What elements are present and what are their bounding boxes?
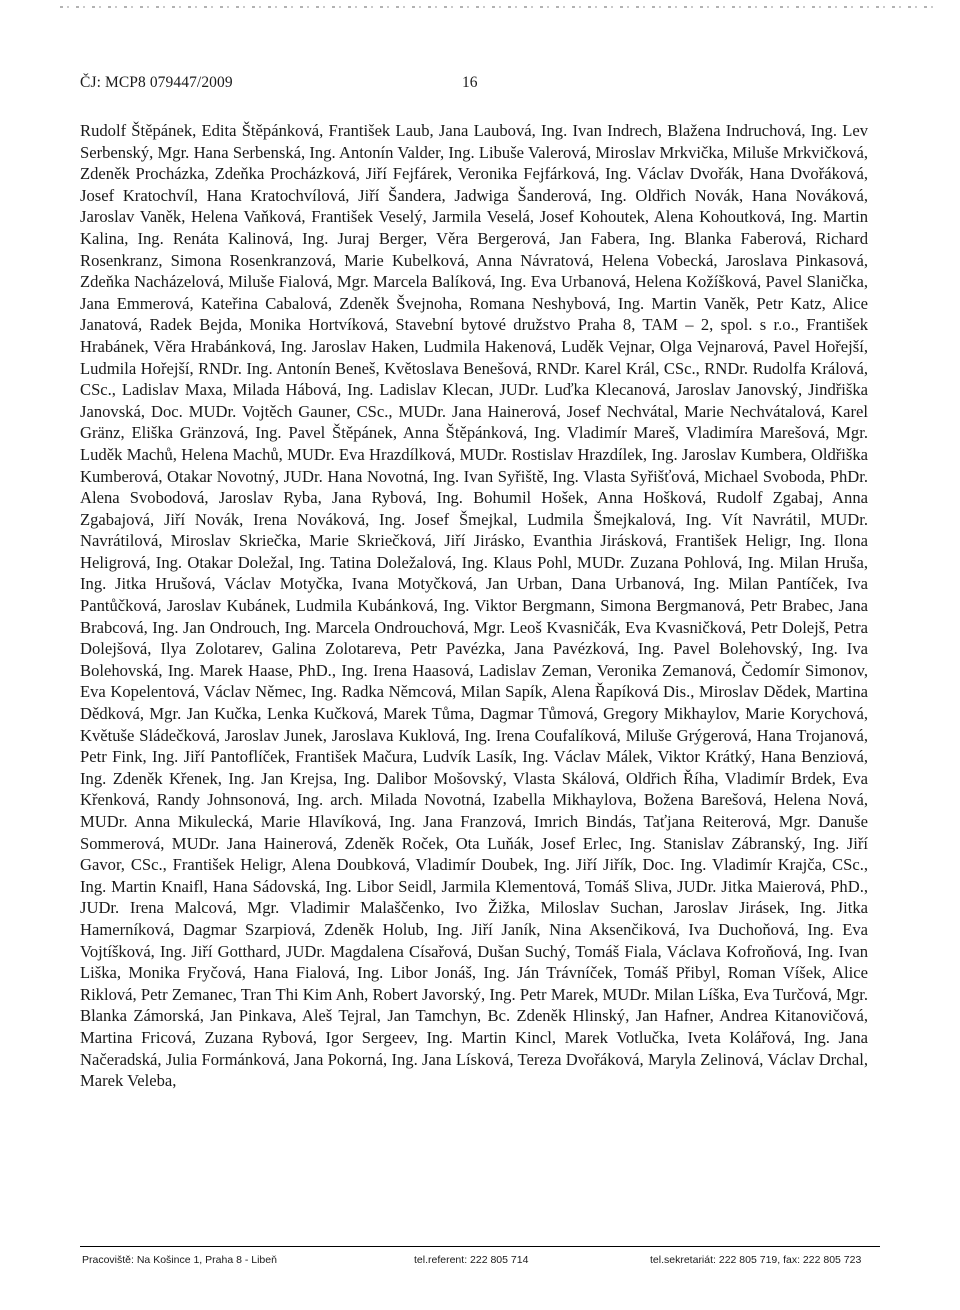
page-number: 16 bbox=[462, 74, 478, 91]
footer-workplace-address: Pracoviště: Na Košince 1, Praha 8 - Libeň bbox=[82, 1254, 277, 1266]
scan-artifact-line bbox=[60, 6, 940, 8]
footer-referent-phone: tel.referent: 222 805 714 bbox=[414, 1254, 529, 1266]
footer-secretariat-phone: tel.sekretariát: 222 805 719, fax: 222 805 723 bbox=[650, 1254, 862, 1266]
footer-divider bbox=[80, 1246, 880, 1247]
body-paragraph: Rudolf Štěpánek, Edita Štěpánková, František Laub, Jana Laubová, Ing. Ivan Indrech, Blažena Indruchová, Ing. Lev Serbenský, Mgr. Hana Serbenská, Ing. Antonín Valder, Ing. Libuše Valerová, Miroslav Mrkvička, Miluše Mrkvičková, Zdeněk Procházka, Zdeňka Procházková, Jiří Fejfárek, Veronika Fejfárková, Ing. Václav Dvořák, Hana Dvořáková, Josef Kratochvíl, Hana Kratochvílová, Jiří Šandera, Jadwiga Šanderová, Ing. Oldřich Novák, Hana Nováková, Jaroslav Vaněk, Helena Vaňková, František Veselý, Jarmila Veselá, Josef Kohoutek, Alena Kohoutková, Ing. Martin Kalina, Ing. Renáta Kalinová, Ing. Juraj Berger, Věra Bergerová, Jan Fabera, Ing. Blanka Faberová, Richard Rosenkranz, Simona Rosenkranzová, Marie Kubelková, Anna Návratová, Helena Vobecká, Jaroslava Pinkasová, Zdeňka Nacházelová, Miluše Fialová, Mgr. Marcela Balíková, Ing. Eva Urbanová, Helena Kožíšková, Pavel Slanička, Jana Emmerová, Kateřina Cabalová, Zdeněk Švejnoha, Romana Neshybová, Ing. Martin Vaněk, Petr Katz, Alice Janatová, Radek Bejda, Monika Hortvíková, Stavební bytové družstvo Praha 8, TAM – 2, spol. s r.o., František Hrabánek, Věra Hrabánková, Ing. Jaroslav Haken, Ludmila Hakenová, Luděk Vejnar, Olga Vejnarová, Pavel Hořejší, Ludmila Hořejší, RNDr. Ing. Antonín Beneš, Květoslava Benešová, RNDr. Karel Král, CSc., RNDr. Rudolfa Králová, CSc., Ladislav Maxa, Milada Hábová, Ing. Ladislav Klecan, JUDr. Luďka Klecanová, Jaroslav Janovský, Jindřiška Janovská, Doc. MUDr. Vojtěch Gauner, CSc., MUDr. Jana Hainerová, Josef Nechvátal, Marie Nechvátalová, Karel Gränz, Eliška Gränzová, Ing. Pavel Štěpánek, Anna Štěpánková, Ing. Vladimír Mareš, Vladimíra Marešová, Mgr. Luděk Machů, Helena Machů, MUDr. Eva Hrazdílková, MUDr. Rostislav Hrazdílek, Ing. Jaroslav Kumbera, Oldřiška Kumberová, Otakar Novotný, JUDr. Hana Novotná, Ing. Ivan Syřiště, Ing. Vlasta Syřišťová, Michael Svoboda, PhDr. Alena Svobodová, Jaroslav Ryba, Jana Rybová, Ing. Bohumil Hošek, Anna Hošková, Rudolf Zgabaj, Anna Zgabajová, Jiří Novák, Irena Nováková, Ing. Josef Šmejkal, Ludmila Šmejkalová, Ing. Vít Navrátil, MUDr. Navrátilová, Miroslav Skriečka, Marie Skriečková, Jiří Jirásko, Evanthia Jirásková, František Heligr, Ing. Ilona Heligrová, Ing. Otakar Doležal, Ing. Tatina Doležalová, Ing. Klaus Pohl, MUDr. Zuzana Pohlová, Ing. Milan Hruša, Ing. Jitka Hrušová, Václav Motyčka, Ivana Motyčková, Jan Urban, Dana Urbanová, Ing. Milan Pantíček, Iva Pantůčková, Jaroslav Kubánek, Ludmila Kubánková, Ing. Viktor Bergmann, Simona Bergmanová, Petr Brabec, Jana Brabcová, Ing. Jan Ondrouch, Ing. Marcela Ondrouchová, Mgr. Leoš Kvasničák, Eva Kvasničková, Petr Dolejš, Petra Dolejšová, Ilya Zolotarev, Galina Zolotareva, Petr Pavézka, Jana Pavézková, Ing. Pavel Bolehovský, Ing. Iva Bolehovská, Ing. Marek Haase, PhD., Ing. Irena Haasová, Ladislav Zeman, Veronika Zemanová, Čedomír Simonov, Eva Kopelentová, Václav Němec, Ing. Radka Němcová, Milan Sapík, Alena Řapíková Dis., Miroslav Dědek, Martina Dědková, Mgr. Jan Kučka, Lenka Kučková, Marek Tůma, Dagmar Tůmová, Gregory Mikhaylov, Marie Korychová, Květuše Sládečková, Jaroslav Junek, Jaroslava Kuklová, Ing. Irena Coufalíková, Miluše Grýgerová, Hana Trojanová, Petr Fink, Ing. Jiří Pantoflíček, František Mačura, Ludvík Lasík, Ing. Václav Málek, Viktor Krátký, Hana Benziová, Ing. Zdeněk Křenek, Ing. Jan Krejsa, Ing. Dalibor Mošovský, Vlasta Skálová, Oldřich Říha, Vladimír Brdek, Eva Křenková, Randy Johnsonová, Ing. arch. Milada Novotná, Izabella Mikhaylova, Božena Barešová, Helena Nová, MUDr. Anna Mikulecká, Marie Hlavíková, Ing. Jana Franzová, Imrich Bindás, Taťjana Reiterová, Mgr. Danuše Sommerová, MUDr. Jana Hainerová, Zdeněk Roček, Ota Luňák, Josef Erlec, Ing. Stanislav Zábranský, Ing. Jiří Gavor, CSc., František Heligr, Alena Doubková, Vladimír Doubek, Ing. Jiří Jiřík, Doc. Ing. Vladimír Krajča, CSc., Ing. Martin Knaifl, Hana Sádovská, Ing. Libor Seidl, Jarmila Klementová, Tomáš Sliva, JUDr. Jitka Maierová, PhD., JUDr. Irena Malcová, Mgr. Vladimir Malaščenko, Ivo Žižka, Miloslav Suchan, Jaroslav Jirásek, Ing. Jitka Hamerníková, Dagmar Szarpiová, Zdeněk Holub, Ing. Jiří Janík, Nina Aksenčiková, Iva Duchoňová, Ing. Eva Vojtíšková, Ing. Jiří Gotthard, JUDr. Magdalena Císařová, Dušan Suchý, Tomáš Fiala, Václava Kofroňová, Ing. Ivan Liška, Monika Fryčová, Hana Fialová, Ing. Libor Jonáš, Ing. Ján Trávníček, Tomáš Přibyl, Roman Víšek, Alice Riklová, Petr Zemanec, Tran Thi Kim Anh, Robert Javorský, Ing. Petr Marek, MUDr. Milan Líška, Eva Turčová, Mgr. Blanka Zámorská, Jan Pinkava, Aleš Tejral, Jan Tamchyn, Bc. Zdeněk Hlinský, Jan Hafner, Andrea Kitanovičová, Martina Fricová, Zuzana Rybová, Igor Sergeev, Ing. Martin Kincl, Marek Votlučka, Iveta Kolářová, Ing. Jana Načeradská, Julia Formánková, Jana Pokorná, Ing. Jana Lísková, Tereza Dvořáková, Maryla Zelinová, Václav Drchal, Marek Veleba, bbox=[80, 121, 868, 1091]
document-reference-number: ČJ: MCP8 079447/2009 bbox=[80, 74, 233, 91]
